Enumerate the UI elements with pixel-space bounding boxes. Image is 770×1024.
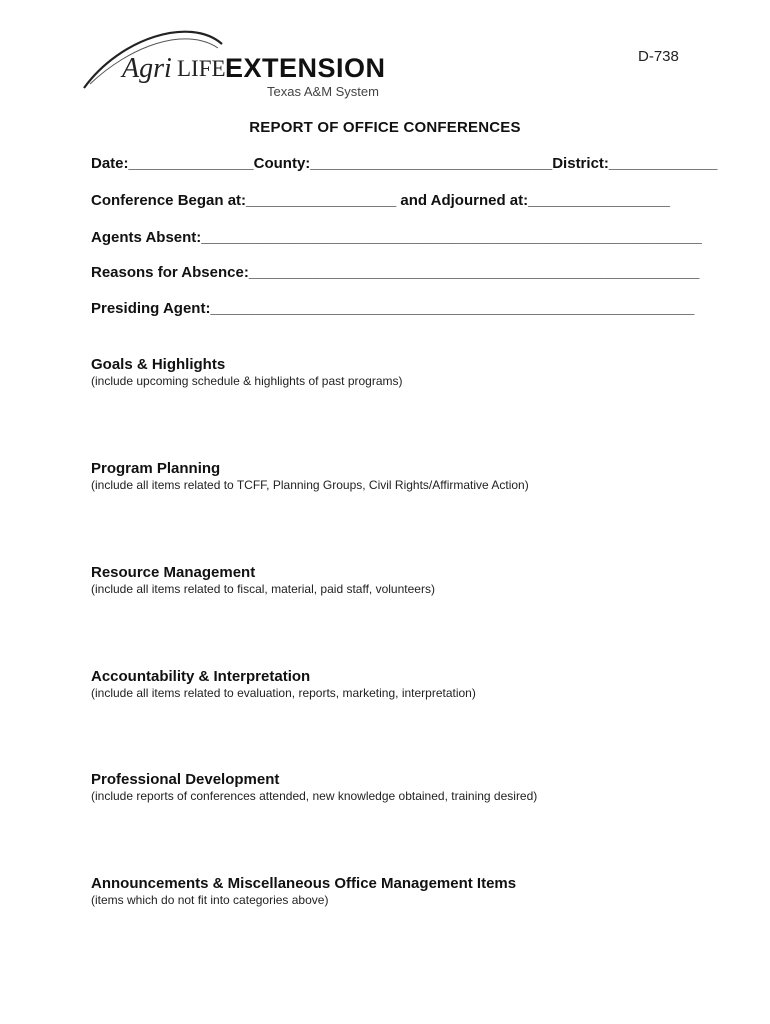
agents-absent-row: Agents Absent:____________________________________________________________: [91, 229, 702, 246]
presiding-agent-row: Presiding Agent:__________________________________________________________: [91, 300, 695, 317]
section-title: Announcements & Miscellaneous Office Management Items: [91, 875, 517, 892]
section-accountability-interpretation: [91, 667, 476, 701]
section-note: (include reports of conferences attended, new knowledge obtained, training desired): [91, 789, 538, 803]
form-number: D-738: [638, 48, 679, 65]
section-title: Resource Management: [91, 564, 256, 581]
section-announcements-misc: [91, 874, 516, 908]
section-title: Program Planning: [91, 460, 221, 477]
section-professional-development: [91, 770, 537, 804]
section-note: (include upcoming schedule & highlights of past programs): [91, 374, 403, 388]
section-goals-highlights: [91, 355, 403, 389]
section-note: (include all items related to TCFF, Planning Groups, Civil Rights/Affirmative Action): [91, 478, 529, 492]
page-title: REPORT OF OFFICE CONFERENCES: [249, 119, 521, 136]
logo-life-text: LIFE: [177, 56, 226, 81]
section-title: Professional Development: [91, 771, 280, 788]
section-title: Goals & Highlights: [91, 356, 226, 373]
section-note: (include all items related to fiscal, material, paid staff, volunteers): [91, 582, 435, 596]
section-note: (include all items related to evaluation, reports, marketing, interpretation): [91, 686, 476, 700]
section-title: Accountability & Interpretation: [91, 668, 311, 685]
section-note: (items which do not fit into categories above): [91, 893, 329, 907]
reasons-absence-row: Reasons for Absence:______________________________________________________: [91, 264, 700, 281]
agrilife-extension-logo: [80, 18, 386, 108]
section-resource-management: [91, 563, 435, 597]
conference-times-row: Conference Began at:__________________ and Adjourned at:_________________: [91, 192, 670, 209]
date-county-district-row: Date:_______________County:_____________________________District:_____________: [91, 155, 718, 172]
logo-extension-text: EXTENSION: [225, 53, 386, 83]
section-program-planning: [91, 459, 529, 493]
logo-agri-text: Agri: [122, 53, 172, 84]
logo-system-text: Texas A&M System: [267, 84, 379, 99]
